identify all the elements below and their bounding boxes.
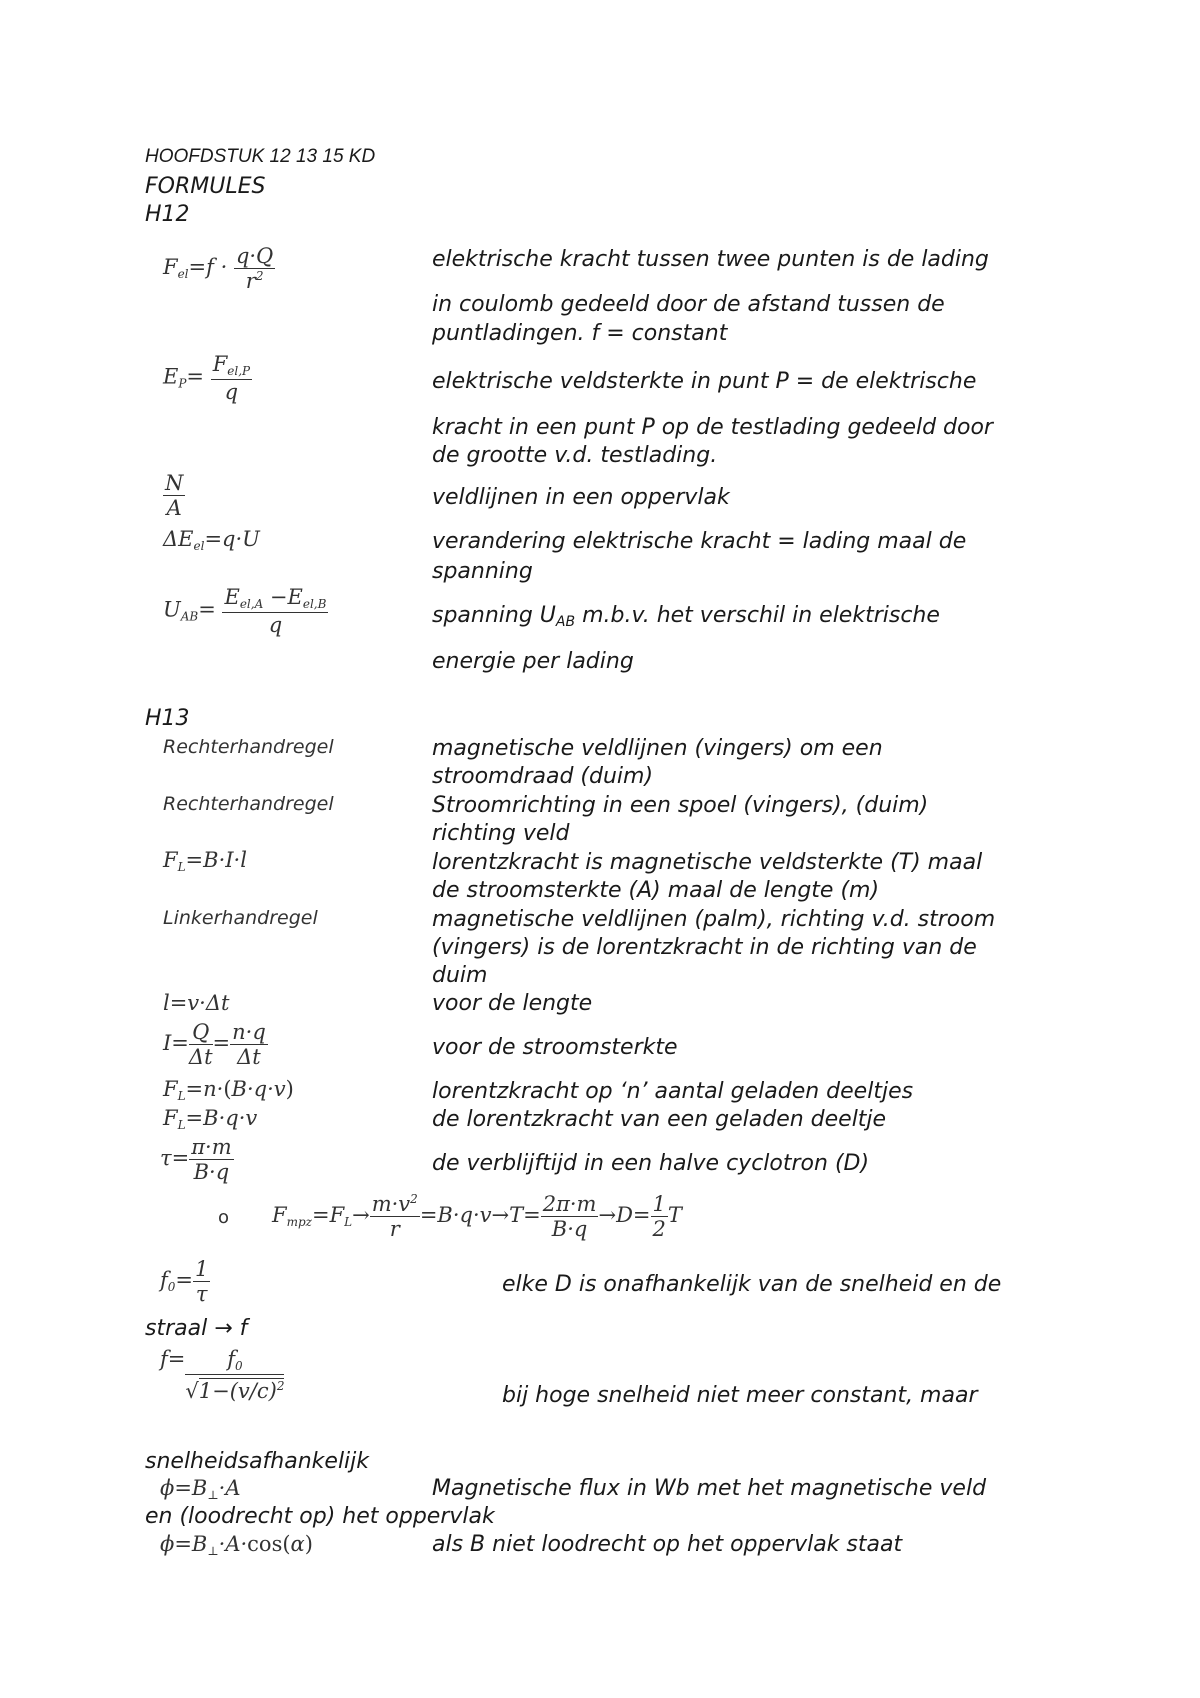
- formula-delta-e: $\Delta E_{el}=q\cdot U$: [163, 527, 260, 553]
- desc-lorentz-2: de stroomsterkte (A) maal de lengte (m): [432, 878, 880, 903]
- formula-length: l=v·Δt: [163, 991, 230, 1015]
- formula-n-over-a: $\frac{N}{A}$: [165, 471, 184, 521]
- desc-field-lines: veldlijnen in een oppervlak: [432, 485, 730, 510]
- formula-field-strength: $E_P=$ $\frac{F_{el,P}}{q}$: [163, 352, 251, 404]
- formules-heading: FORMULES: [145, 174, 266, 199]
- desc-coulomb-3: puntladingen. f = constant: [432, 321, 728, 346]
- desc-field-3: de grootte v.d. testlading.: [432, 443, 718, 468]
- desc-flux-cos: als B niet loodrecht op het oppervlak staat: [432, 1532, 903, 1557]
- desc-f0-2: straal → f: [145, 1316, 248, 1341]
- desc-flux-2: en (loodrecht op) het oppervlak: [145, 1504, 495, 1529]
- formula-cyclotron-derivation: $F_{mpz}=F_L\to$ $\frac{m\cdot v^2}{r}$ =B·q·v→T= $\frac{2\pi\cdot m}{B\cdot q}$ →D= $\frac{1}{2}$ T: [272, 1192, 682, 1242]
- desc-lorentz-1: lorentzkracht is magnetische veldsterkte (T) maal: [432, 850, 983, 875]
- formula-tau: τ= $\frac{\pi\cdot m}{B\cdot q}$: [160, 1135, 232, 1185]
- h12-heading: H12: [145, 202, 190, 227]
- desc-delta-e-1: verandering elektrische kracht = lading maal de: [432, 529, 967, 554]
- desc-flux-1: Magnetische flux in Wb met het magnetische veld: [432, 1476, 987, 1501]
- label-right-hand-1: Rechterhandregel: [163, 736, 334, 758]
- desc-rhr1-1: magnetische veldlijnen (vingers) om een: [432, 736, 883, 761]
- formula-flux-cos: $\phi=B_\perp\cdot A\cdot\cos(\alpha)$: [160, 1532, 313, 1558]
- desc-field-2: kracht in een punt P op de testlading gedeeld door: [432, 415, 993, 440]
- desc-length: voor de lengte: [432, 991, 593, 1016]
- desc-voltage-2: energie per lading: [432, 649, 634, 674]
- formula-f0: $f_0=$ $\frac{1}{\tau}$: [160, 1257, 209, 1307]
- desc-coulomb-1: elektrische kracht tussen twee punten is de lading: [432, 247, 989, 272]
- label-left-hand: Linkerhandregel: [163, 907, 318, 929]
- formula-current: I= $\frac{Q}{\Delta t}$ = $\frac{n\cdot q}{\Delta t}$: [163, 1020, 266, 1070]
- desc-f0-1: elke D is onafhankelijk van de snelheid en de: [502, 1272, 1002, 1297]
- label-right-hand-2: Rechterhandregel: [163, 793, 334, 815]
- desc-field-1: elektrische veldsterkte in punt P = de elektrische: [432, 369, 977, 394]
- formula-relativistic-f: f= $\frac{f_0}{√1-(v/c)^2}$: [160, 1347, 285, 1403]
- desc-rhr1-2: stroomdraad (duim): [432, 764, 654, 789]
- formula-coulomb: $F_{el}=f$ · $\frac{q\cdot Q}{r^2}$: [163, 244, 274, 294]
- list-bullet: o: [218, 1207, 230, 1228]
- formula-lorentz-particle: $F_L=B\cdot q\cdot v$: [163, 1106, 258, 1132]
- desc-lhr-1: magnetische veldlijnen (palm), richting v.d. stroom: [432, 907, 996, 932]
- formula-flux: $\phi=B_\perp\cdot A$: [160, 1476, 241, 1502]
- h13-heading: H13: [145, 706, 190, 731]
- formula-lorentz-n: $F_L=n\cdot(B\cdot q\cdot v)$: [163, 1077, 294, 1103]
- desc-rhr2-1: Stroomrichting in een spoel (vingers), (duim): [432, 793, 929, 818]
- desc-voltage-1: spanning UAB m.b.v. het verschil in elektrische: [432, 603, 940, 630]
- desc-rhr2-2: richting veld: [432, 821, 570, 846]
- desc-current: voor de stroomsterkte: [432, 1035, 678, 1060]
- formula-lorentz-wire: $F_L=B\cdot I\cdot l$: [163, 848, 247, 874]
- desc-lorentz-particle: de lorentzkracht van een geladen deeltje: [432, 1107, 887, 1132]
- desc-relativistic-2: snelheidsafhankelijk: [145, 1449, 370, 1474]
- formula-voltage: $U_{AB}=$ $\frac{E_{el,A} -E_{el,B}}{q}$: [163, 585, 327, 637]
- desc-delta-e-2: spanning: [432, 559, 533, 584]
- desc-lorentz-n: lorentzkracht op ‘n’ aantal geladen deeltjes: [432, 1079, 914, 1104]
- chapter-title: HOOFDSTUK 12 13 15 KD: [145, 146, 376, 167]
- desc-coulomb-2: in coulomb gedeeld door de afstand tussen de: [432, 292, 945, 317]
- desc-tau: de verblijftijd in een halve cyclotron (D): [432, 1151, 870, 1176]
- desc-lhr-2: (vingers) is de lorentzkracht in de richting van de: [432, 935, 977, 960]
- desc-relativistic-1: bij hoge snelheid niet meer constant, maar: [502, 1383, 978, 1408]
- desc-lhr-3: duim: [432, 963, 488, 988]
